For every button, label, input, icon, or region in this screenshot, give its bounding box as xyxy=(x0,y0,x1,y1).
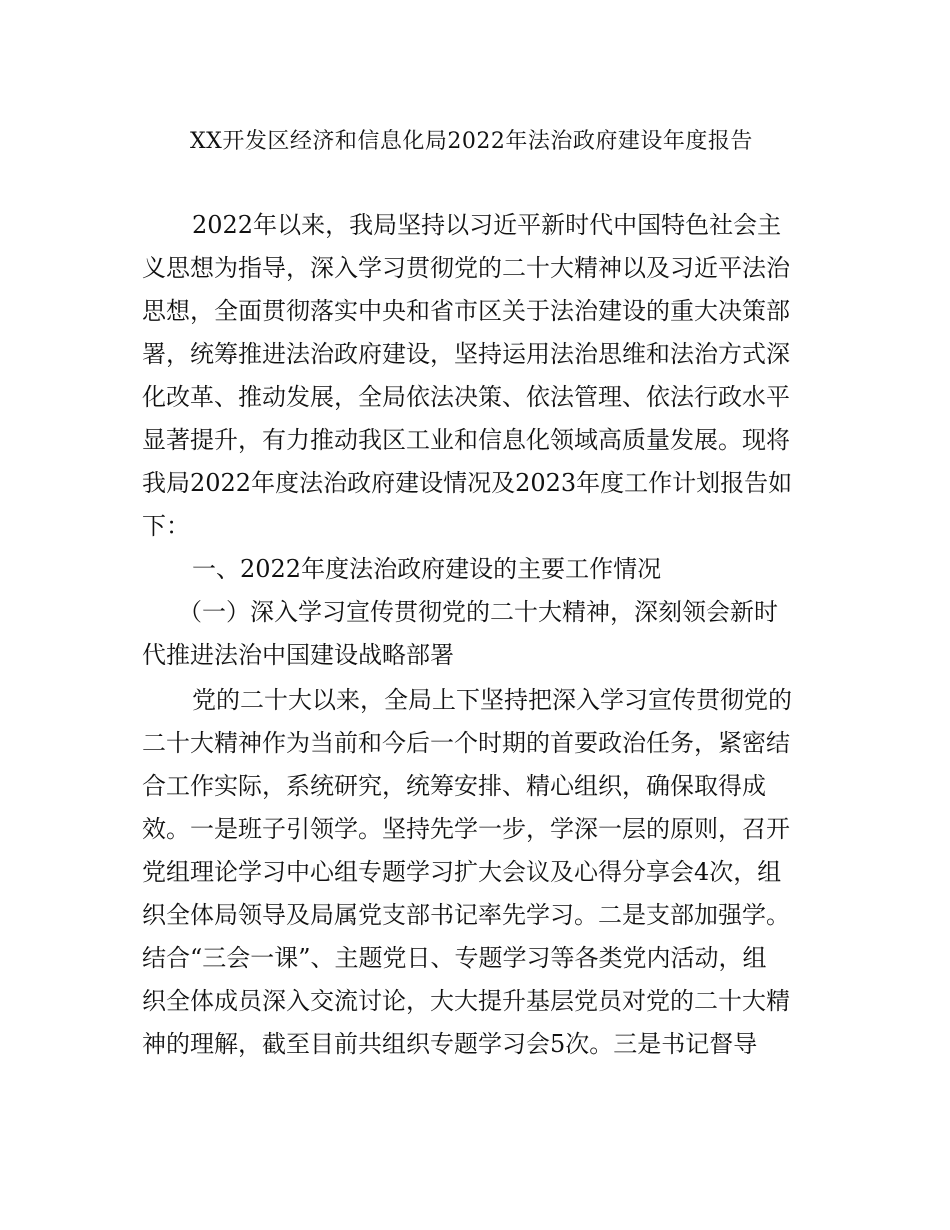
subsection-heading-line: 代推进法治中国建设战略部署 xyxy=(142,641,454,669)
intro-line: 署，统筹推进法治政府建设，坚持运用法治思维和法治方式深 xyxy=(142,340,790,368)
body-line: 结合“三会一课”、主题党日、专题学习等各类党内活动，组 xyxy=(142,944,767,972)
document-title: XX开发区经济和信息化局2022年法治政府建设年度报告 xyxy=(190,129,753,154)
body-line: 织全体局领导及局属党支部书记率先学习。二是支部加强学。 xyxy=(142,901,790,929)
intro-line: 我局2022年度法治政府建设情况及2023年度工作计划报告如 xyxy=(142,469,793,497)
body-line: 二十大精神作为当前和今后一个时期的首要政治任务，紧密结 xyxy=(142,729,790,757)
intro-line: 显著提升，有力推动我区工业和信息化领域高质量发展。现将 xyxy=(142,426,790,454)
body-line: 合工作实际，系统研究，统筹安排、精心组织，确保取得成 xyxy=(142,772,766,800)
intro-line: 下： xyxy=(142,512,190,540)
body-line: 神的理解，截至目前共组织专题学习会5次。三是书记督导 xyxy=(142,1030,758,1058)
body-line: 织全体成员深入交流讨论，大大提升基层党员对党的二十大精 xyxy=(142,987,790,1015)
subsection-heading-line: （一）深入学习宣传贯彻党的二十大精神，深刻领会新时 xyxy=(178,598,778,626)
intro-line: 思想，全面贯彻落实中央和省市区关于法治建设的重大决策部 xyxy=(142,297,790,325)
intro-line: 义思想为指导，深入学习贯彻党的二十大精神以及习近平法治 xyxy=(142,254,790,282)
body-line: 效。一是班子引领学。坚持先学一步，学深一层的原则，召开 xyxy=(142,815,790,843)
body-line: 党的二十大以来，全局上下坚持把深入学习宣传贯彻党的 xyxy=(192,686,792,714)
intro-line: 化改革、推动发展，全局依法决策、依法管理、依法行政水平 xyxy=(142,383,790,411)
section-heading: 一、2022年度法治政府建设的主要工作情况 xyxy=(192,555,662,583)
intro-line: 2022年以来，我局坚持以习近平新时代中国特色社会主 xyxy=(192,211,782,239)
body-line: 党组理论学习中心组专题学习扩大会议及心得分享会4次，组 xyxy=(142,858,782,886)
